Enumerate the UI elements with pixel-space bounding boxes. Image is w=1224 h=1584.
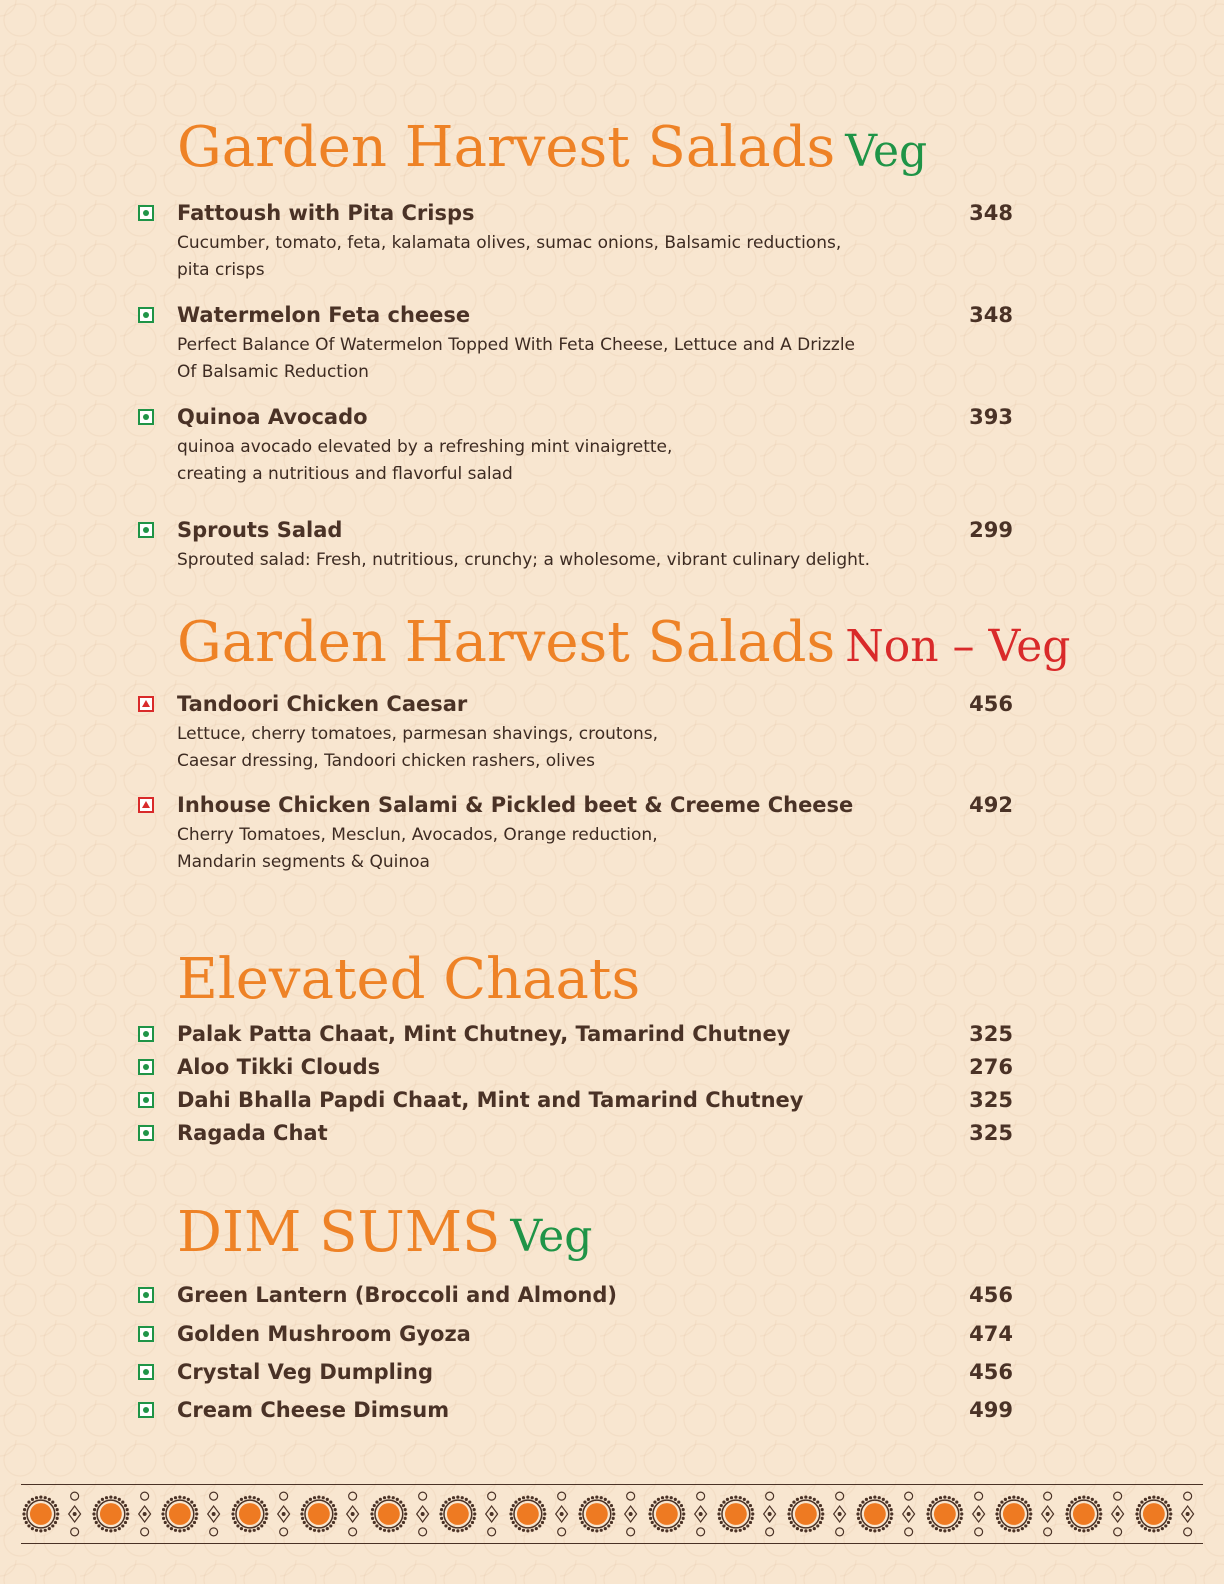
item-price: 276	[969, 1055, 1013, 1079]
description-line: Perfect Balance Of Watermelon Topped With Feta Cheese, Lettuce and A Drizzle	[177, 335, 856, 355]
item-description	[177, 230, 897, 284]
sun-flower-motif-icon	[647, 1486, 717, 1542]
sun-flower-motif-icon	[855, 1486, 925, 1542]
item-description	[177, 721, 897, 775]
item-description	[177, 434, 897, 488]
item-price: 474	[969, 1322, 1013, 1346]
veg-symbol-icon	[138, 1059, 154, 1075]
description-line: Of Balsamic Reduction	[177, 362, 369, 382]
item-price: 456	[969, 1360, 1013, 1384]
item-name: Quinoa Avocado	[177, 405, 368, 429]
sun-flower-motif-icon	[786, 1486, 856, 1542]
section-heading	[177, 115, 928, 182]
veg-symbol-icon	[138, 1026, 154, 1042]
veg-tag: Veg	[510, 1211, 593, 1262]
sun-flower-motif-icon	[438, 1486, 508, 1542]
veg-symbol-icon	[138, 522, 154, 538]
veg-symbol-icon	[138, 205, 154, 221]
item-price: 325	[969, 1121, 1013, 1145]
section-heading	[177, 610, 1071, 677]
veg-symbol-icon	[138, 307, 154, 323]
description-line: Lettuce, cherry tomatoes, parmesan shavings, croutons,	[177, 724, 658, 744]
item-name: Fattoush with Pita Crisps	[177, 201, 475, 225]
item-price: 325	[969, 1088, 1013, 1112]
item-name: Inhouse Chicken Salami & Pickled beet & Creeme Cheese	[177, 793, 854, 817]
section-heading	[177, 1200, 593, 1267]
description-line: Cherry Tomatoes, Mesclun, Avocados, Orange reduction,	[177, 825, 658, 845]
item-name: Cream Cheese Dimsum	[177, 1398, 450, 1422]
sun-flower-motif-icon	[925, 1486, 995, 1542]
item-description	[177, 547, 897, 574]
section-title: Garden Harvest Salads	[177, 115, 836, 180]
description-line: Caesar dressing, Tandoori chicken rashers, olives	[177, 751, 596, 771]
section-title: Elevated Chaats	[177, 947, 641, 1012]
sun-flower-motif-icon	[299, 1486, 369, 1542]
sun-flower-motif-icon	[1134, 1486, 1204, 1542]
sun-flower-motif-icon	[577, 1486, 647, 1542]
veg-symbol-icon	[138, 1402, 154, 1418]
veg-symbol-icon	[138, 1326, 154, 1342]
description-line: Sprouted salad: Fresh, nutritious, crunchy; a wholesome, vibrant culinary delight.	[177, 550, 870, 570]
sun-flower-motif-icon	[230, 1486, 300, 1542]
sun-flower-motif-icon	[369, 1486, 439, 1542]
item-name: Watermelon Feta cheese	[177, 303, 471, 327]
item-price: 325	[969, 1022, 1013, 1046]
item-price: 492	[969, 793, 1013, 817]
section-heading	[177, 947, 641, 1012]
item-price: 456	[969, 1283, 1013, 1307]
item-price: 393	[969, 405, 1013, 429]
decorative-border	[21, 1484, 1203, 1544]
item-name: Green Lantern (Broccoli and Almond)	[177, 1283, 617, 1307]
sun-flower-motif-icon	[994, 1486, 1064, 1542]
veg-symbol-icon	[138, 1287, 154, 1303]
item-price: 299	[969, 518, 1013, 542]
description-line: quinoa avocado elevated by a refreshing mint vinaigrette,	[177, 437, 673, 457]
item-name: Dahi Bhalla Papdi Chaat, Mint and Tamarind Chutney	[177, 1088, 804, 1112]
sun-flower-motif-icon	[21, 1486, 91, 1542]
veg-symbol-icon	[138, 1125, 154, 1141]
item-name: Golden Mushroom Gyoza	[177, 1322, 471, 1346]
item-name: Tandoori Chicken Caesar	[177, 692, 468, 716]
nonveg-tag: Non – Veg	[845, 621, 1071, 672]
description-line: Mandarin segments & Quinoa	[177, 852, 430, 872]
sun-flower-motif-icon	[508, 1486, 578, 1542]
description-line: pita crisps	[177, 260, 265, 280]
sun-flower-motif-icon	[1064, 1486, 1134, 1542]
veg-tag: Veg	[845, 126, 928, 177]
veg-symbol-icon	[138, 1364, 154, 1380]
item-price: 348	[969, 201, 1013, 225]
section-title: Garden Harvest Salads	[177, 610, 836, 675]
item-name: Aloo Tikki Clouds	[177, 1055, 381, 1079]
description-line: creating a nutritious and flavorful salad	[177, 464, 513, 484]
sun-flower-motif-icon	[716, 1486, 786, 1542]
item-name: Ragada Chat	[177, 1121, 328, 1145]
sun-flower-motif-icon	[91, 1486, 161, 1542]
sun-flower-motif-icon	[160, 1486, 230, 1542]
item-description	[177, 332, 897, 386]
item-name: Sprouts Salad	[177, 518, 343, 542]
nonveg-symbol-icon	[138, 797, 154, 813]
item-description	[177, 822, 897, 876]
item-price: 348	[969, 303, 1013, 327]
item-price: 456	[969, 692, 1013, 716]
item-name: Palak Patta Chaat, Mint Chutney, Tamarind Chutney	[177, 1022, 791, 1046]
veg-symbol-icon	[138, 1092, 154, 1108]
section-title: DIM SUMS	[177, 1200, 501, 1265]
nonveg-symbol-icon	[138, 696, 154, 712]
item-price: 499	[969, 1398, 1013, 1422]
item-name: Crystal Veg Dumpling	[177, 1360, 434, 1384]
veg-symbol-icon	[138, 409, 154, 425]
description-line: Cucumber, tomato, feta, kalamata olives, sumac onions, Balsamic reductions,	[177, 233, 842, 253]
